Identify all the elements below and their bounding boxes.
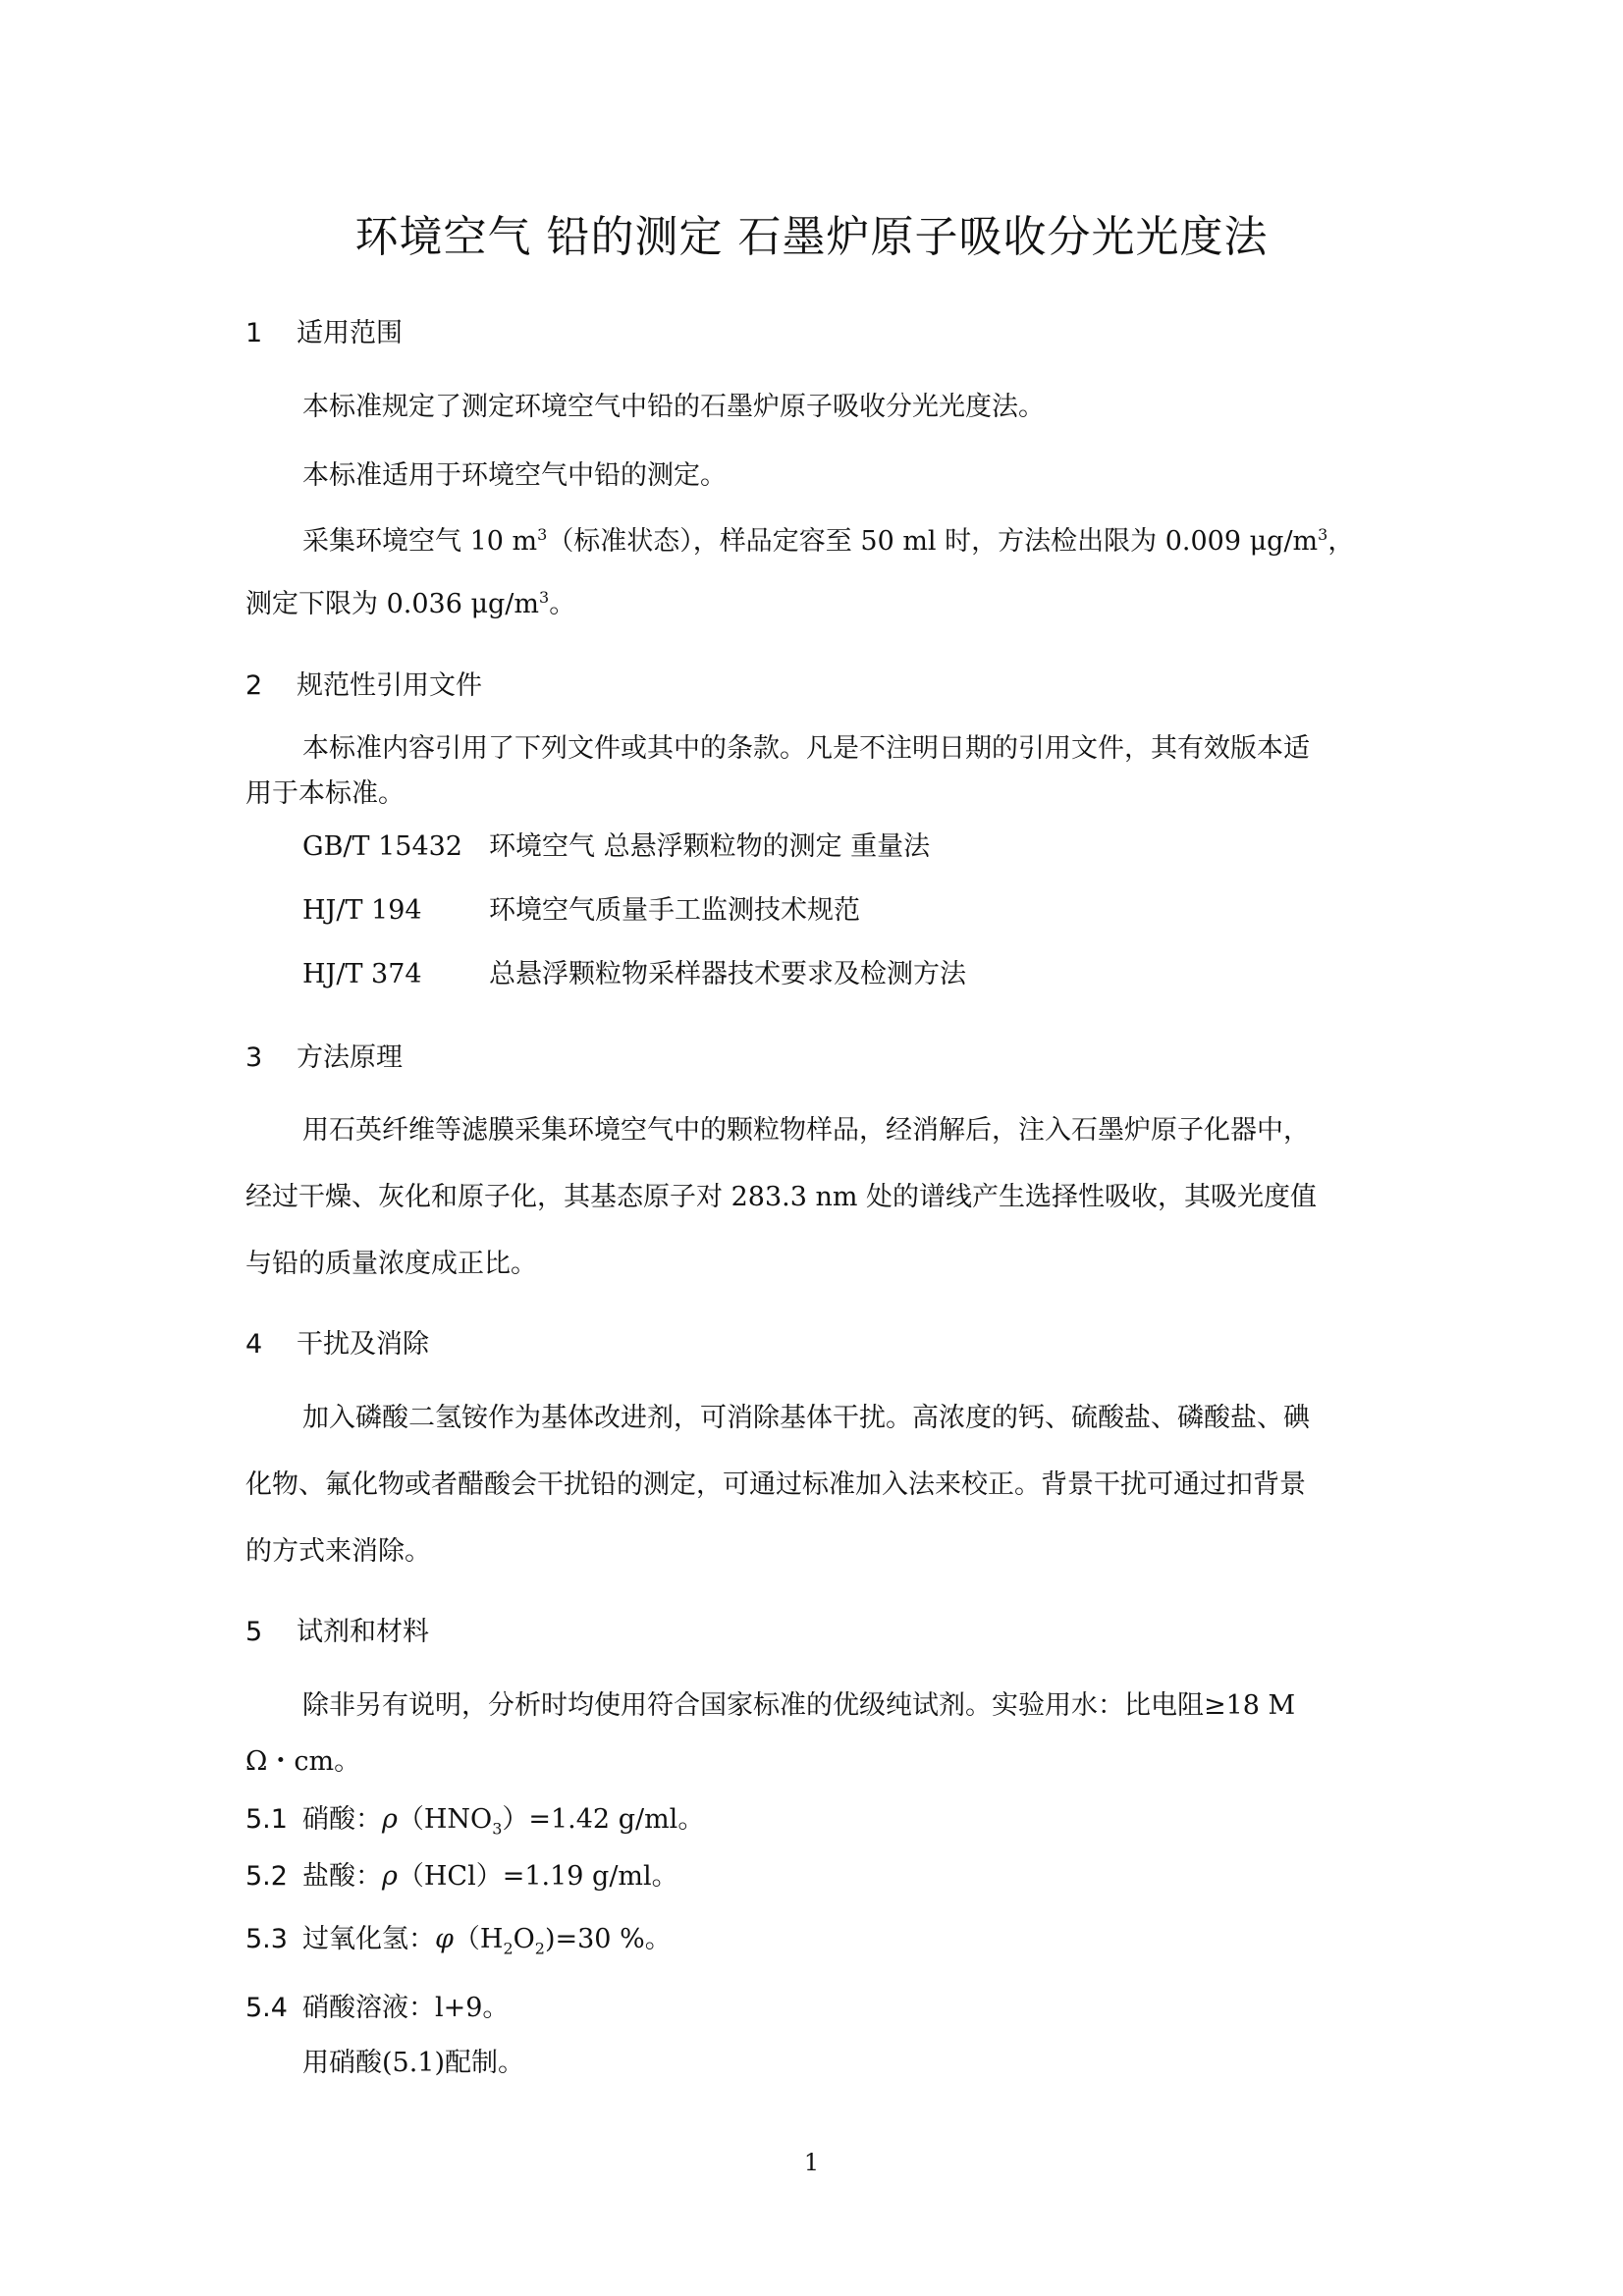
paragraph: 本标准内容引用了下列文件或其中的条款。凡是不注明日期的引用文件，其有效版本适 (302, 733, 1310, 764)
text-run: 过氧化氢： (302, 1924, 435, 1954)
paragraph: 用于本标准。 (245, 778, 405, 809)
paragraph: 经过干燥、灰化和原子化，其基态原子对 283.3 nm 处的谱线产生选择性吸收，其吸光度值 (245, 1182, 1318, 1212)
reference-code: HJ/T 194 (302, 895, 422, 926)
section-number: 3 (245, 1042, 263, 1073)
text-run: 硝酸溶液：l+9。 (302, 1993, 510, 2023)
paragraph (245, 585, 1384, 624)
text-run: 测定下限为 0.036 μg/m (245, 589, 539, 619)
text-run: 采集环境空气 10 m (302, 526, 538, 557)
text-run: )=30 %。 (544, 1924, 672, 1954)
document-title: 环境空气 铅的测定 石墨炉原子吸收分光光度法 (354, 212, 1269, 262)
paragraph: 用硝酸(5.1)配制。 (302, 2048, 525, 2078)
section-number: 4 (245, 1329, 263, 1360)
paragraph: 用石英纤维等滤膜采集环境空气中的颗粒物样品，经消解后，注入石墨炉原子化器中， (302, 1115, 1310, 1146)
symbol: φ (435, 1924, 454, 1954)
superscript: 3 (539, 588, 550, 607)
section-3-heading (245, 1039, 403, 1078)
reagent-item (245, 1989, 509, 2028)
section-number: 5 (245, 1617, 263, 1647)
reagent-item (245, 1920, 672, 1959)
reagent-item (245, 1857, 678, 1896)
reference-item (302, 891, 860, 931)
reagent-item (245, 1800, 704, 1840)
text-run: 盐酸： (302, 1861, 382, 1892)
text-run: 硝酸： (302, 1804, 382, 1835)
reference-code: HJ/T 374 (302, 959, 422, 989)
item-number: 5.1 (245, 1804, 288, 1835)
section-4-heading (245, 1325, 429, 1364)
section-5-heading (245, 1613, 429, 1652)
paragraph: 除非另有说明，分析时均使用符合国家标准的优级纯试剂。实验用水：比电阻≥18 M (302, 1690, 1296, 1721)
superscript: 3 (1318, 525, 1328, 544)
reference-item (302, 955, 966, 994)
symbol: ρ (382, 1804, 398, 1835)
superscript: 3 (537, 525, 548, 544)
item-number: 5.4 (245, 1993, 288, 2023)
section-number: 1 (245, 318, 263, 348)
paragraph: Ω・cm。 (245, 1746, 361, 1777)
subscript: 2 (534, 1939, 545, 1958)
reference-code: GB/T 15432 (302, 831, 462, 862)
reference-item (302, 828, 930, 867)
paragraph: 化物、氟化物或者醋酸会干扰铅的测定，可通过标准加入法来校正。背景干扰可通过扣背景 (245, 1469, 1306, 1500)
text-run: 。 (549, 589, 576, 619)
paragraph: 加入磷酸二氢铵作为基体改进剂，可消除基体干扰。高浓度的钙、硫酸盐、磷酸盐、碘 (302, 1403, 1310, 1433)
subscript: 3 (492, 1819, 503, 1839)
symbol: ρ (382, 1861, 398, 1892)
text-run: ）=1.42 g/ml。 (502, 1804, 705, 1835)
paragraph: 本标准适用于环境空气中铅的测定。 (302, 460, 727, 491)
paragraph: 的方式来消除。 (245, 1536, 431, 1567)
item-number: 5.3 (245, 1924, 288, 1954)
reference-title: 环境空气质量手工监测技术规范 (489, 895, 860, 926)
text-run: O (513, 1924, 535, 1954)
reference-title: 总悬浮颗粒物采样器技术要求及检测方法 (489, 959, 966, 989)
text-run: （标准状态），样品定容至 50 ml 时，方法检出限为 0.009 μg/m (547, 526, 1319, 557)
subscript: 2 (503, 1939, 514, 1958)
section-title: 试剂和材料 (297, 1617, 429, 1647)
section-title: 干扰及消除 (297, 1329, 429, 1360)
paragraph: 本标准规定了测定环境空气中铅的石墨炉原子吸收分光光度法。 (302, 392, 1045, 422)
section-title: 适用范围 (297, 318, 403, 348)
page-number: 1 (803, 2149, 820, 2176)
text-run: （H (453, 1924, 504, 1954)
section-title: 规范性引用文件 (297, 670, 482, 701)
section-2-heading (245, 667, 482, 706)
section-title: 方法原理 (297, 1042, 403, 1073)
text-run: ， (1327, 526, 1355, 557)
section-number: 2 (245, 670, 263, 701)
item-number: 5.2 (245, 1861, 288, 1892)
paragraph: 与铅的质量浓度成正比。 (245, 1249, 537, 1279)
reference-title: 环境空气 总悬浮颗粒物的测定 重量法 (489, 831, 931, 862)
text-run: （HCl）=1.19 g/ml。 (397, 1861, 678, 1892)
paragraph (302, 522, 1441, 561)
section-1-heading (245, 314, 403, 353)
text-run: （HNO (397, 1804, 493, 1835)
